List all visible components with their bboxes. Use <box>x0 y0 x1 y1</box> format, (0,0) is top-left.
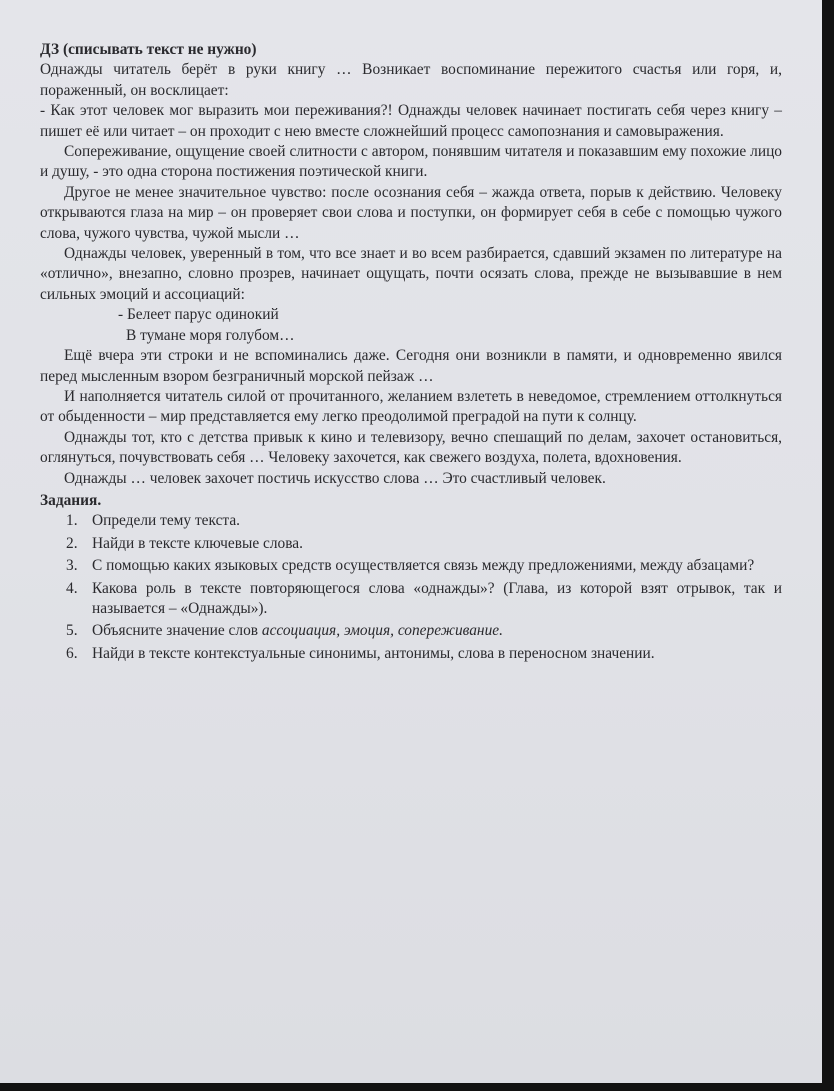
task-text: Определи тему текста. <box>92 512 241 530</box>
photo-edge-right <box>822 0 834 1091</box>
task-item <box>66 621 782 641</box>
poem-line: - Белеет парус одинокий <box>118 306 279 324</box>
paragraph: - Как этот человек мог выразить мои переживания?! Однажды человек начинает постигать себя через книгу – пишет её или читает – он проходит с нею вместе сложнейший процесс самопознания и самовыражения. <box>40 102 782 140</box>
task-number: 5. <box>66 622 78 640</box>
paragraph: Ещё вчера эти строки и не вспоминались даже. Сегодня они возникли в памяти, и одновременно явился перед мысленным взором безграничный морской пейзаж … <box>40 347 782 385</box>
poem-quote <box>40 305 782 346</box>
paragraph: Однажды читатель берёт в руки книгу … Возникает воспоминание пережитого счастья или горя, и, пораженный, он восклицает: <box>40 61 782 99</box>
poem-line: В тумане моря голубом… <box>126 326 295 344</box>
task-item <box>66 644 782 664</box>
task-text: Какова роль в тексте повторяющегося слова «однажды»? (Глава, из которой взят отрывок, так и называется – «Однажды»). <box>92 579 782 617</box>
paragraph: Однажды … человек захочет постичь искусство слова … Это счастливый человек. <box>64 469 606 487</box>
paragraph: Однажды тот, кто с детства привык к кино и телевизору, вечно спешащий по делам, захочет остановиться, оглянуться, почувствовать себя … Человеку захочется, как свежего воздуха, полета, вдохновения. <box>40 428 782 467</box>
paragraph: Сопереживание, ощущение своей слитности с автором, понявшим читателя и показавшим ему похожие лицо и душу, - это одна сторона постижения поэтической книги. <box>40 143 782 181</box>
task-text: Объясните значение слов <box>92 622 262 640</box>
paragraph: Другое не менее значительное чувство: после осознания себя – жажда ответа, порыв к действию. Человеку открываются глаза на мир – он проверяет свои слова и поступки, он формирует себя в себе с помощью чужого слова, чужого чувства, чужой мысли … <box>40 183 782 242</box>
task-number: 6. <box>66 644 78 662</box>
photo-edge-bottom <box>0 1083 834 1091</box>
task-number: 1. <box>66 512 78 530</box>
task-item <box>66 556 782 576</box>
task-text: Найди в тексте ключевые слова. <box>92 534 303 552</box>
tasks-list <box>40 511 782 664</box>
task-italic-terms: ассоциация, эмоция, сопереживание. <box>261 622 503 640</box>
task-item <box>66 534 782 554</box>
task-number: 2. <box>66 534 78 552</box>
task-text: С помощью каких языковых средств осуществляется связь между предложениями, между абзацами? <box>92 557 755 575</box>
task-number: 4. <box>66 579 78 597</box>
paragraph: Однажды человек, уверенный в том, что все знает и во всем разбирается, сдавший экзамен по литературе на «отлично», внезапно, словно прозрев, начинает ощущать, почти осязать слова, прежде не вызывавшие в нем сильных эмоций и ассоциаций: <box>40 245 782 303</box>
paragraph: И наполняется читатель силой от прочитанного, желанием взлететь в неведомое, стремлением оттолкнуться от обыденности – мир представляется ему легко преодолимой преградой на пути к солнцу. <box>40 387 782 426</box>
task-item <box>66 511 782 531</box>
tasks-heading: Задания. <box>40 491 102 509</box>
task-item <box>66 579 782 620</box>
task-number: 3. <box>66 557 78 575</box>
task-text: Найди в тексте контекстуальные синонимы, антонимы, слова в переносном значении. <box>92 644 655 662</box>
page-title: ДЗ (списывать текст не нужно) <box>40 41 257 58</box>
